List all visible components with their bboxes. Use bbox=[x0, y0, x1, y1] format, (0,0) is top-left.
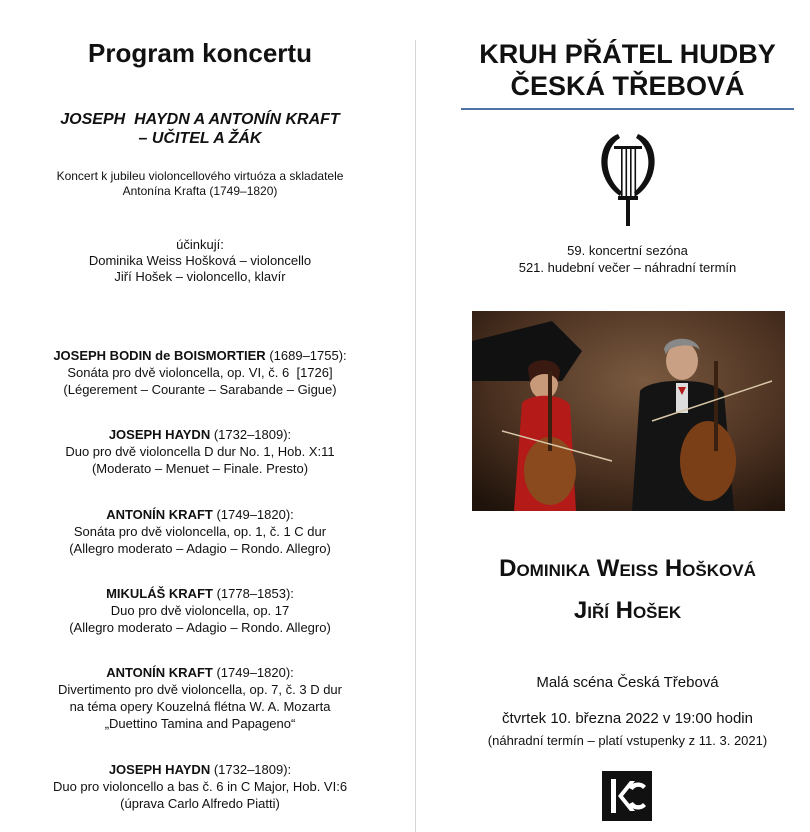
program-piece bbox=[20, 426, 380, 477]
ticket-note: (náhradní termín – platí vstupenky z 11. 3. 2021) bbox=[487, 733, 768, 748]
piece-title: Divertimento pro dvě violoncella, op. 7, č. 3 D dur bbox=[58, 682, 342, 697]
composer-name: MIKULÁŠ KRAFT bbox=[106, 586, 213, 601]
piece-movements: (Moderato – Menuet – Finale. Presto) bbox=[91, 461, 309, 476]
concert-heading-line1: JOSEPH HAYDN A ANTONÍN KRAFT bbox=[60, 111, 340, 128]
composer-name: JOSEPH HAYDN bbox=[108, 427, 211, 442]
club-name-line2: ČESKÁ TŘEBOVÁ bbox=[510, 71, 745, 101]
program-piece bbox=[20, 585, 380, 636]
composer-name: ANTONÍN KRAFT bbox=[106, 665, 213, 680]
composer-years: (1749–1820): bbox=[212, 665, 294, 680]
composer-years: (1778–1853): bbox=[212, 586, 294, 601]
piece-arrangement: (úprava Carlo Alfredo Piatti) bbox=[120, 796, 280, 811]
piece-movements: (Allegro moderato – Adagio – Rondo. Allegro) bbox=[69, 620, 331, 635]
title-rule bbox=[461, 108, 794, 110]
program-piece bbox=[20, 506, 380, 557]
club-name-line1: KRUH PŘÁTEL HUDBY bbox=[479, 39, 776, 69]
concert-heading bbox=[0, 110, 400, 148]
composer-years: (1689–1755): bbox=[265, 348, 347, 363]
piece-theme-title: „Duettino Tamina and Papageno“ bbox=[104, 716, 296, 731]
performers-label: účinkují: bbox=[176, 237, 224, 252]
performer-names bbox=[450, 548, 805, 632]
performer-name-2: Jiří Hošek bbox=[573, 597, 682, 624]
program-piece bbox=[20, 664, 380, 732]
program-title: Program koncertu bbox=[88, 38, 312, 68]
piece-theme: na téma opery Kouzelná flétna W. A. Mozarta bbox=[69, 699, 331, 714]
concert-heading-line2: – UČITEL A ŽÁK bbox=[138, 130, 262, 147]
venue: Malá scéna Česká Třebová bbox=[536, 674, 719, 691]
program-piece bbox=[20, 347, 380, 398]
composer-years: (1749–1820): bbox=[212, 507, 294, 522]
concert-subtitle-line2: Antonína Krafta (1749–1820) bbox=[122, 184, 278, 198]
performers-block bbox=[0, 237, 400, 285]
club-name bbox=[450, 38, 805, 102]
concert-subtitle-line1: Koncert k jubileu violoncellového virtuóza a skladatele bbox=[56, 169, 344, 183]
column-divider bbox=[415, 40, 416, 832]
season-line1: 59. koncertní sezóna bbox=[567, 243, 688, 258]
piece-movements: (Allegro moderato – Adagio – Rondo. Allegro) bbox=[69, 541, 331, 556]
composer-name: ANTONÍN KRAFT bbox=[106, 507, 213, 522]
season-line2: 521. hudební večer – náhradní termín bbox=[518, 260, 737, 275]
piece-title: Duo pro dvě violoncella D dur No. 1, Hob. X:11 bbox=[65, 444, 335, 459]
piece-title: Sonáta pro dvě violoncella, op. 1, č. 1 C dur bbox=[73, 524, 327, 539]
performers-photo bbox=[472, 311, 785, 511]
concert-subtitle bbox=[0, 169, 400, 199]
composer-years: (1732–1809): bbox=[210, 762, 292, 777]
piece-title: Duo pro dvě violoncella, op. 17 bbox=[110, 603, 290, 618]
program-piece bbox=[20, 761, 380, 812]
piece-title: Sonáta pro dvě violoncella, op. VI, č. 6 [1726] bbox=[67, 365, 333, 380]
concert-datetime: čtvrtek 10. března 2022 v 19:00 hodin bbox=[501, 710, 753, 727]
piece-movements: (Légerement – Courante – Sarabande – Gigue) bbox=[63, 382, 337, 397]
composer-years: (1732–1809): bbox=[210, 427, 292, 442]
season-info bbox=[450, 242, 805, 276]
kc-logo-icon bbox=[602, 771, 652, 821]
lyre-icon bbox=[596, 130, 660, 228]
performer-name-1: Dominika Weiss Hošková bbox=[499, 555, 756, 582]
composer-name: JOSEPH HAYDN bbox=[108, 762, 211, 777]
composer-name: JOSEPH BODIN de BOISMORTIER bbox=[53, 348, 266, 363]
piece-title: Duo pro violoncello a bas č. 6 in C Major, Hob. VI:6 bbox=[52, 779, 348, 794]
performer-line-2: Jiří Hošek – violoncello, klavír bbox=[114, 269, 286, 284]
performer-line-1: Dominika Weiss Hošková – violoncello bbox=[88, 253, 312, 268]
